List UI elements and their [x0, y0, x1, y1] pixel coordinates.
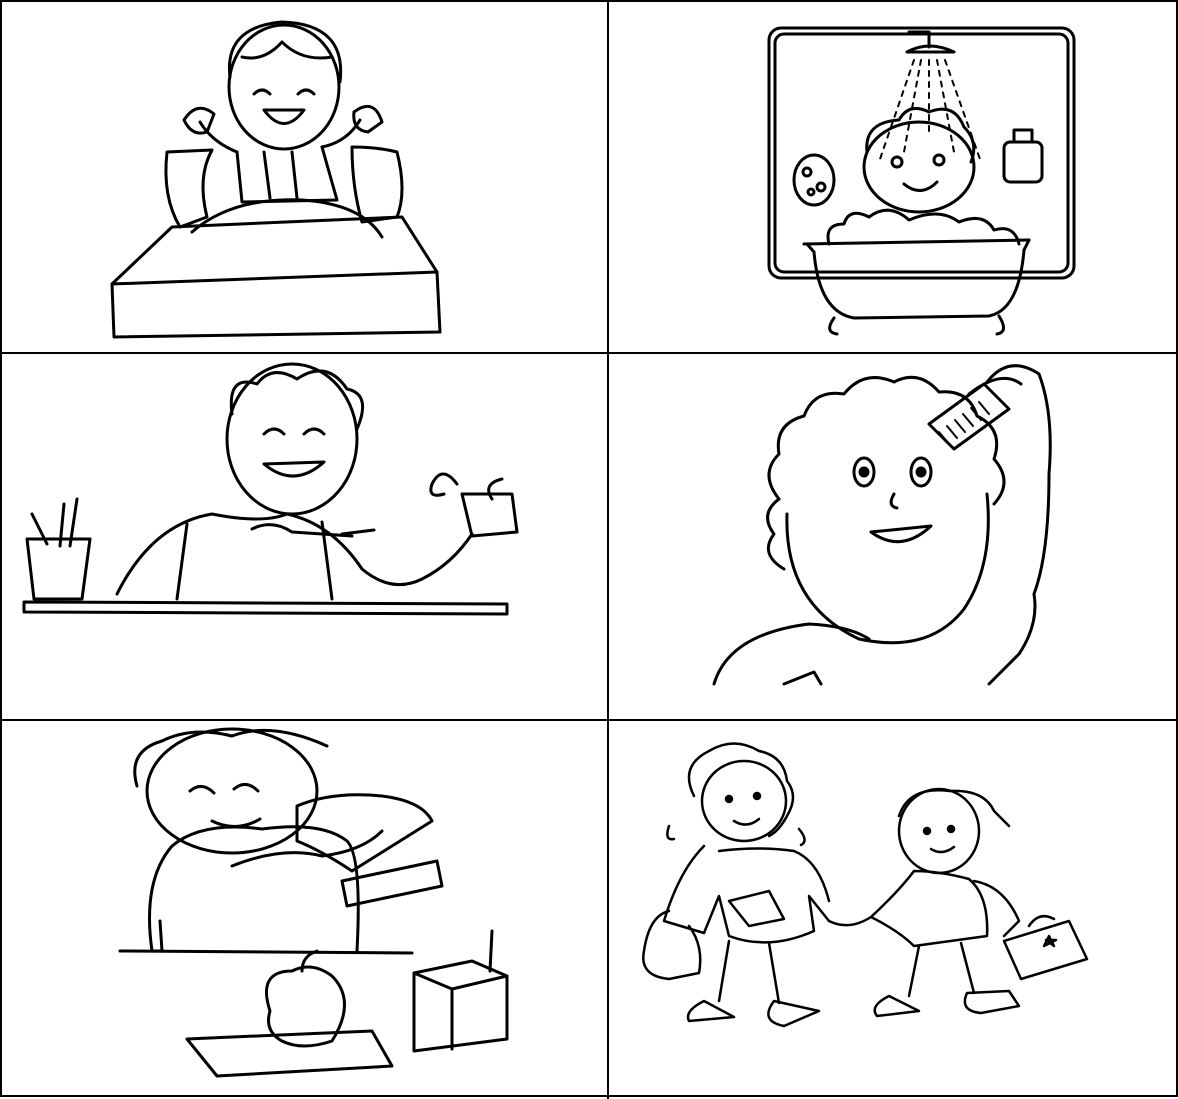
child-bathing-under-shower-icon: [609, 2, 1178, 352]
cell-comb-hair: [609, 354, 1178, 719]
children-walking-to-school-icon: [609, 721, 1178, 1099]
girl-combing-hair-icon: [609, 354, 1178, 719]
boy-brushing-teeth-icon: [2, 354, 607, 719]
cell-go-to-school: [609, 721, 1178, 1099]
boy-eating-breakfast-icon: [2, 721, 607, 1099]
cell-brush-teeth: [2, 354, 607, 719]
cell-bath: [609, 2, 1178, 352]
cell-breakfast: [2, 721, 607, 1099]
boy-waking-up-in-bed-icon: [2, 2, 607, 352]
cell-wake-up: [2, 2, 607, 352]
